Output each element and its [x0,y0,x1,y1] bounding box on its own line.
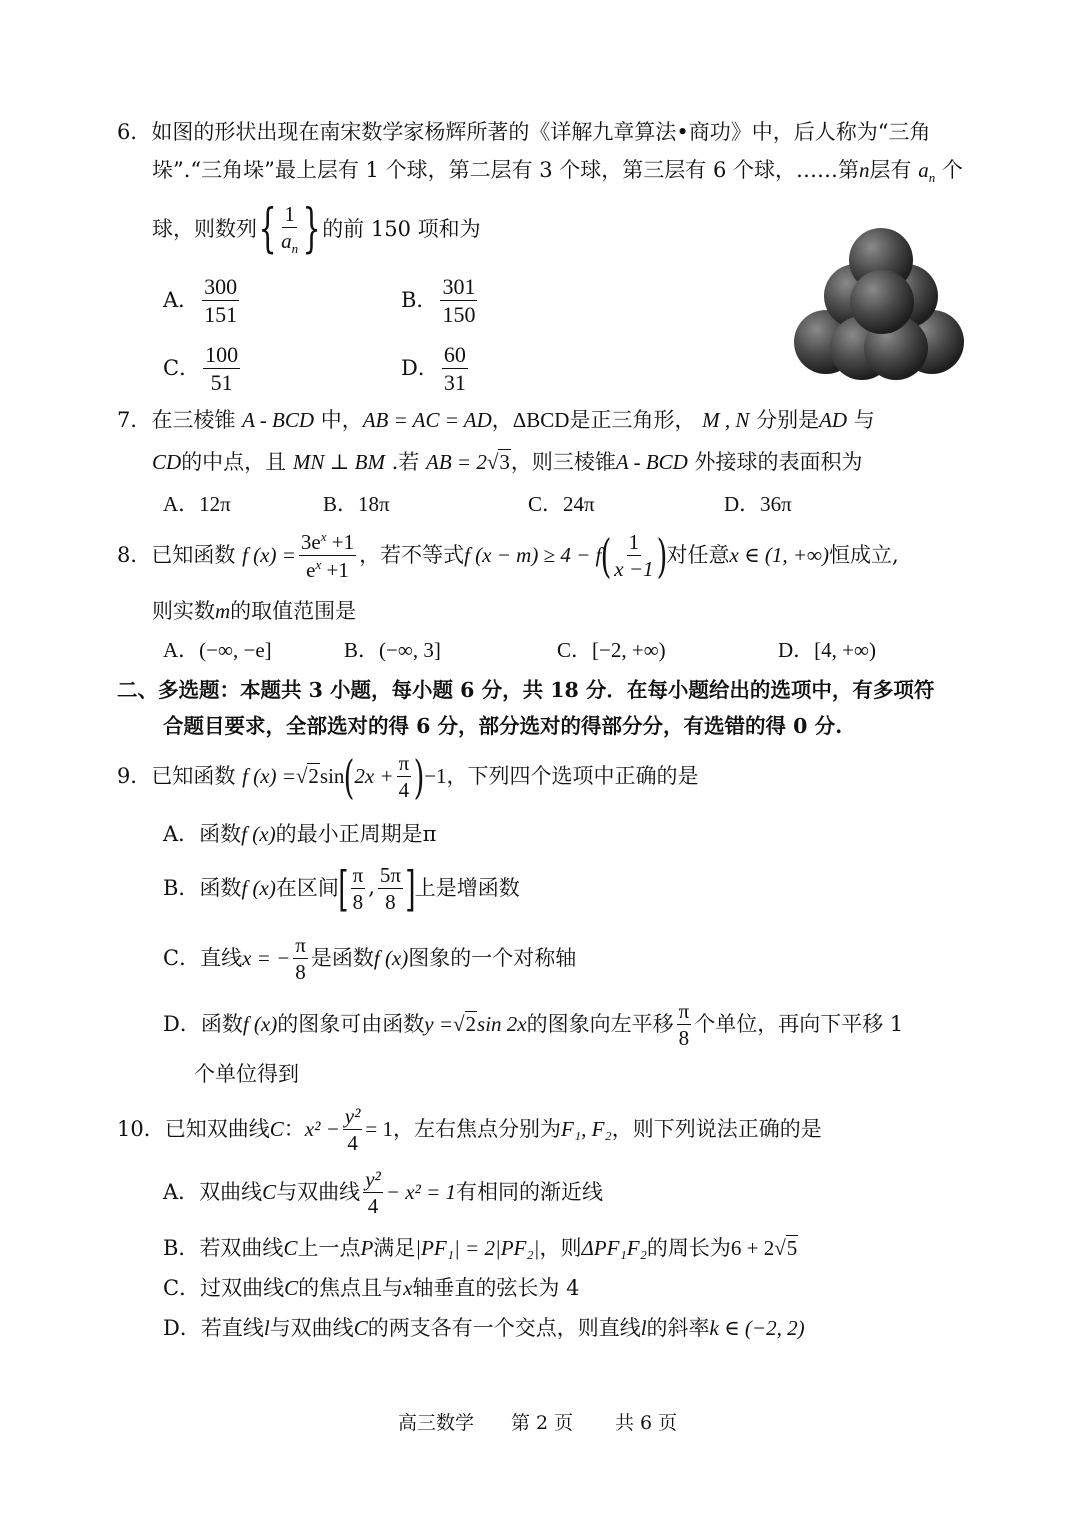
q7-option-d[interactable]: D．36π [724,492,792,516]
q9-option-d-line2: 个单位得到 [194,1062,299,1086]
q10-option-b[interactable]: B．若双曲线C上一点P满足|PF₁| = 2|PF₂|，则ΔPF₁F₂的周长为6 + 2√5 [163,1236,798,1260]
q6-line2: 垛”.“三角垛”最上层有 1 个球，第二层有 3 个球，第三层有 6 个球，……第n层有 $a_n$ 个 [152,158,963,186]
q9-option-d[interactable]: D．函数f (x)的图象可由函数y =√2sin 2x的图象向左平移 $\frac{\pi}{8}$ 个单位，再向下平移 1 [163,999,904,1051]
section-2-line2: 合题目要求，全部选对的得 6 分，部分选对的得部分分，有选错的得 0 分. [163,714,843,738]
q6-option-a[interactable]: A． $\frac{300}{151}$ [163,274,238,328]
q10-option-c[interactable]: C．过双曲线C的焦点且与x轴垂直的弦长为 4 [163,1276,580,1300]
footer-total-pages: 共 6 页 [615,1412,678,1434]
q9-stem: 9．已知函数 f (x) =√2sin(2x + $\frac{\pi}{4}$ )−1，下列四个选项中正确的是 [117,749,699,804]
q7-option-a[interactable]: A．12π [163,492,231,516]
q8-option-c[interactable]: C．[−2, +∞) [557,638,666,662]
q7-option-b[interactable]: B．18π [323,492,390,516]
q10-stem: 10．已知双曲线C：x² − $\frac{\text{y²}}{4}$ = 1，左右焦点分别为F₁, F₂，则下列说法正确的是 [117,1104,822,1156]
q8-line1: 8．已知函数 f (x) = $\frac{3e^x +1}{e^x +1}$ ，若不等式f (x − m) ≥ 4 − f( $\frac{1}{x -1}$ )对任意x ∈ (1, +∞)恒成立, [117,528,899,583]
q7-line1: 7．在三棱锥 A - BCD 中，AB = AC = AD，ΔBCD是正三角形， M , N 分别是AD 与 [117,408,875,432]
q9-option-c[interactable]: C．直线x = − $\frac{\pi}{8}$ 是函数f (x)图象的一个对称轴 [163,933,577,985]
q9-option-a[interactable]: A．函数f (x)的最小正周期是π [163,822,437,846]
footer-page-number: 第 2 页 [511,1412,574,1434]
q10-option-d[interactable]: D．若直线l与双曲线C的两支各有一个交点，则直线l的斜率k ∈ (−2, 2) [163,1316,805,1340]
section-2-line1: 二、多选题：本题共 3 小题，每小题 6 分，共 18 分．在每小题给出的选项中，有多项符 [117,678,935,702]
q6-line3: 球，则数列{ $\frac{1}{a_n}$ }的前 150 项和为 [152,199,481,260]
q6-option-b[interactable]: B． $\frac{301}{150}$ [401,274,476,328]
q7-option-c[interactable]: C．24π [528,492,595,516]
q8-option-a[interactable]: A．(−∞, −e] [163,638,272,662]
footer-subject: 高三数学 [398,1412,475,1434]
q8-option-b[interactable]: B．(−∞, 3] [344,638,441,662]
q10-option-a[interactable]: A．双曲线C与双曲线 $\frac{\text{y²}}{4}$ − x² = 1有相同的渐近线 [163,1167,604,1219]
q6-option-d[interactable]: D． $\frac{60}{31}$ [401,342,466,396]
q7-line2: CD的中点，且 MN ⊥ BM .若 AB = 2√3，则三棱锥A - BCD 外接球的表面积为 [152,450,863,474]
q8-line2: 则实数m的取值范围是 [152,599,357,623]
q8-option-d[interactable]: D．[4, +∞) [778,638,876,662]
q6-option-c[interactable]: C． $\frac{100}{51}$ [163,342,239,396]
q9-option-b[interactable]: B．函数f (x)在区间[ $\frac{\pi}{8}$ , $\frac{5\pi}{8}$ ]上是增函数 [163,860,520,917]
triangular-ball-pile-icon [790,222,970,382]
q6-line1: 6．如图的形状出现在南宋数学家杨辉所著的《详解九章算法•商功》中，后人称为“三角 [117,120,931,144]
